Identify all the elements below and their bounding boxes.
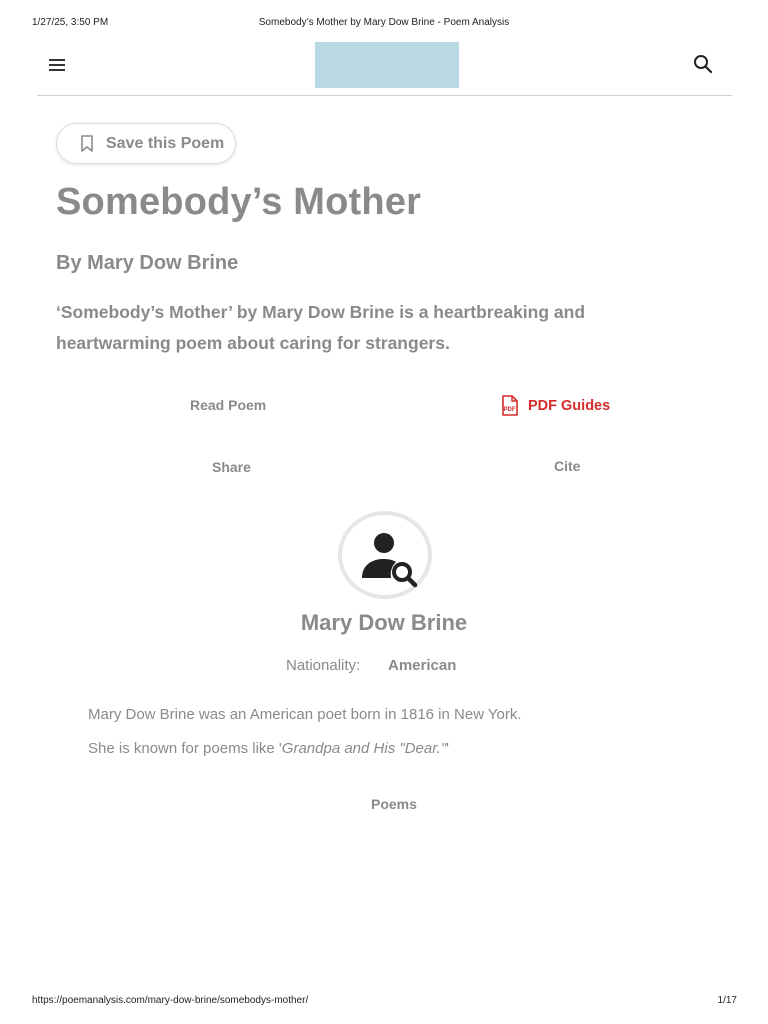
known-for-poem-link[interactable]: Grandpa and His "Dear." [281,740,447,757]
poems-tab[interactable]: Poems [371,796,417,812]
pdf-guides-button[interactable] [500,395,610,417]
pdf-file-icon [500,395,520,417]
svg-text:PDF: PDF [503,407,516,413]
print-page-title: Somebody’s Mother by Mary Dow Brine - Poem Analysis [258,17,510,28]
cite-button[interactable]: Cite [554,458,581,474]
poet-bio-line: Mary Dow Brine was an American poet born in 1816 in New York. [88,706,522,723]
print-timestamp: 1/27/25, 3:50 PM [32,17,109,28]
site-logo[interactable] [315,42,459,88]
nationality-label: Nationality: [286,657,361,674]
print-footer [0,995,768,1009]
poet-avatar [338,511,432,599]
bookmark-icon [81,135,93,152]
nationality-value[interactable]: American [388,657,457,674]
page-title: Somebody’s Mother [56,181,422,223]
poet-name: Mary Dow Brine [300,610,468,635]
person-search-icon [342,515,428,595]
poet-known-for [88,740,449,757]
hamburger-menu-icon[interactable] [49,59,65,73]
poem-byline: By Mary Dow Brine [56,252,239,274]
save-poem-button[interactable] [56,123,236,164]
share-button[interactable]: Share [212,459,251,475]
read-poem-button[interactable]: Read Poem [190,397,267,413]
save-poem-label: Save this Poem [106,134,225,152]
print-url: https://poemanalysis.com/mary-dow-brine/somebodys-mother/ [32,995,309,1006]
known-for-suffix: ' [446,740,450,757]
pdf-guides-label: PDF Guides [528,398,611,414]
print-header [0,17,768,31]
known-for-prefix: She is known for poems like ' [88,740,282,757]
poem-summary: ‘Somebody’s Mother’ by Mary Dow Brine is a heartbreaking and heartwarming poem about caring for strangers. [56,302,586,353]
search-icon[interactable] [693,54,713,74]
site-header [37,38,732,96]
print-page-number: 1/17 [717,995,737,1006]
